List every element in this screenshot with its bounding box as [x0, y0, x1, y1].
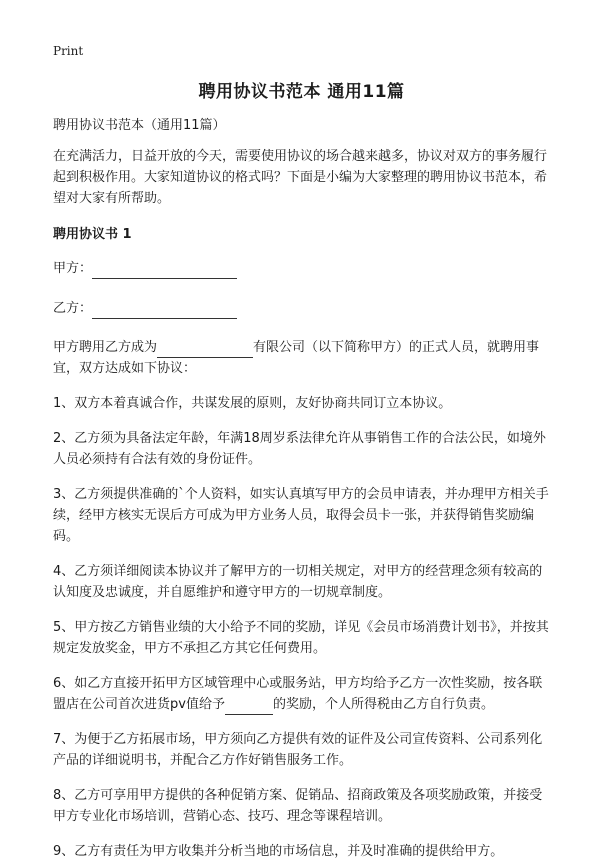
party-a-blank: [92, 262, 237, 279]
clause-7: 7、为便于乙方拓展市场，甲方须向乙方提供有效的证件及公司宣传资料、公司系列化产品的详细说明书，并配合乙方作好销售服务工作。: [53, 732, 543, 768]
intro-paragraph: 在充满活力，日益开放的今天，需要使用协议的场合越来越多，协议对双方的事务履行起到积极作用。大家知道协议的格式吗？下面是小编为大家整理的聘用协议书范本，希望对大家有所帮助。: [53, 149, 548, 206]
company-name-blank: [157, 341, 253, 358]
clause-1: 1、双方本着真诚合作，共谋发展的原则，友好协商共同订立本协议。: [53, 396, 452, 411]
print-label: Print: [53, 44, 84, 58]
party-a-label: 甲方：: [53, 261, 93, 276]
clause-6-pre-text: 6、如乙方直接开拓甲方区域管理中心或服务站，甲方均给予乙方一次性奖励，按各联盟店在公司首次进货pv值给予: [53, 676, 543, 712]
reward-amount-blank: [225, 698, 273, 715]
document-subtitle: 聘用协议书范本（通用11篇）: [53, 118, 226, 133]
clause-6-post-text: 的奖励，个人所得税由乙方自行负责。: [272, 697, 494, 712]
party-b-blank: [92, 302, 237, 319]
clause-5: 5、甲方按乙方销售业绩的大小给予不同的奖励，详见《会员市场消费计划书》，并按其规定发放奖金，甲方不承担乙方其它任何费用。: [53, 620, 549, 656]
clause-2: 2、乙方须为具备法定年龄，年满18周岁系法律允许从事销售工作的合法公民，如境外人员必须持有合法有效的身份证件。: [53, 431, 546, 467]
party-a-row: [53, 259, 550, 279]
clause-8: 8、乙方可享用甲方提供的各种促销方案、促销品、招商政策及各项奖励政策，并接受甲方专业化市场培训，营销心态、技巧、理念等课程培训。: [53, 788, 543, 824]
section-heading: 聘用协议书 1: [53, 227, 132, 242]
party-b-row: [53, 299, 550, 319]
party-b-label: 乙方：: [53, 301, 93, 316]
clause-9: 9、乙方有责任为甲方收集并分析当地的市场信息，并及时准确的提供给甲方。: [53, 844, 504, 859]
employment-pre-text: 甲方聘用乙方成为: [53, 340, 158, 355]
clause-4: 4、乙方须详细阅读本协议并了解甲方的一切相关规定，对甲方的经营理念须有较高的认知度及忠诚度，并自愿维护和遵守甲方的一切规章制度。: [53, 564, 543, 600]
employment-paragraph: [53, 337, 550, 379]
page-title: 聘用协议书范本 通用11篇: [198, 82, 405, 102]
clause-3: 3、乙方须提供准确的`个人资料，如实认真填写甲方的会员申请表，并办理甲方相关手续，经甲方核实无误后方可成为甲方业务人员，取得会员卡一张，并获得销售奖励编码。: [53, 487, 549, 544]
clause-6: [53, 673, 550, 715]
employment-post-text: 有限公司（以下简称甲方）的正式人员，就聘用事宜，双方达成如下协议：: [53, 340, 540, 376]
